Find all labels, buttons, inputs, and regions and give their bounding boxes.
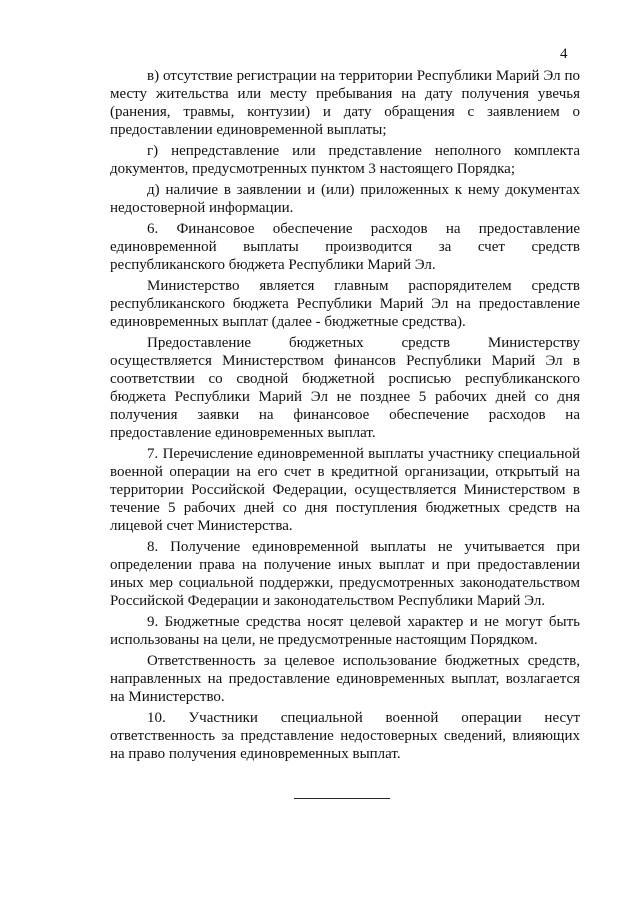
paragraph-item-6: 6. Финансовое обеспечение расходов на предоставление единовременной выплаты производится за счет средств республиканского бюджета Республики Марий Эл. xyxy=(110,221,580,273)
page-number: 4 xyxy=(560,46,568,62)
paragraph-budget-provision: Предоставление бюджетных средств Министерству осуществляется Министерством финансов Республики Марий Эл в соответствии со сводной бюджетной росписью республиканского бюджета Республики Марий Эл не позднее 5 рабочих дней со дня получения заявки на финансовое обеспечение расходов на предоставление единовременных выплат. xyxy=(110,335,580,441)
paragraph-clause-v: в) отсутствие регистрации на территории Республики Марий Эл по месту жительства или месту пребывания на дату получения увечья (ранения, травмы, контузии) и дату обращения с заявлением о предоставлении единовременной выплаты; xyxy=(110,68,580,138)
separator-line xyxy=(294,798,390,799)
paragraph-item-9: 9. Бюджетные средства носят целевой характер и не могут быть использованы на цели, не предусмотренные настоящим Порядком. xyxy=(110,614,580,648)
paragraph-item-10: 10. Участники специальной военной операции несут ответственность за представление недостоверных сведений, влияющих на право получения единовременных выплат. xyxy=(110,710,580,762)
document-body xyxy=(110,67,580,766)
paragraph-ministry-distributor: Министерство является главным распорядителем средств республиканского бюджета Республики Марий Эл на предоставление единовременных выплат (далее - бюджетные средства). xyxy=(110,278,580,330)
paragraph-clause-g: г) непредставление или представление неполного комплекта документов, предусмотренных пунктом 3 настоящего Порядка; xyxy=(110,143,580,177)
paragraph-item-7: 7. Перечисление единовременной выплаты участнику специальной военной операции на его счет в кредитной организации, открытый на территории Российской Федерации, осуществляется Министерством в течение 5 рабочих дней со дня поступления бюджетных средств на лицевой счет Министерства. xyxy=(110,446,580,534)
paragraph-item-8: 8. Получение единовременной выплаты не учитывается при определении права на получение иных выплат и при предоставлении иных мер социальной поддержки, предусмотренных законодательством Российской Федерации и законодательством Республики Марий Эл. xyxy=(110,539,580,609)
paragraph-clause-d: д) наличие в заявлении и (или) приложенных к нему документах недостоверной информации. xyxy=(110,182,580,216)
paragraph-responsibility: Ответственность за целевое использование бюджетных средств, направленных на предоставление единовременных выплат, возлагается на Министерство. xyxy=(110,653,580,705)
